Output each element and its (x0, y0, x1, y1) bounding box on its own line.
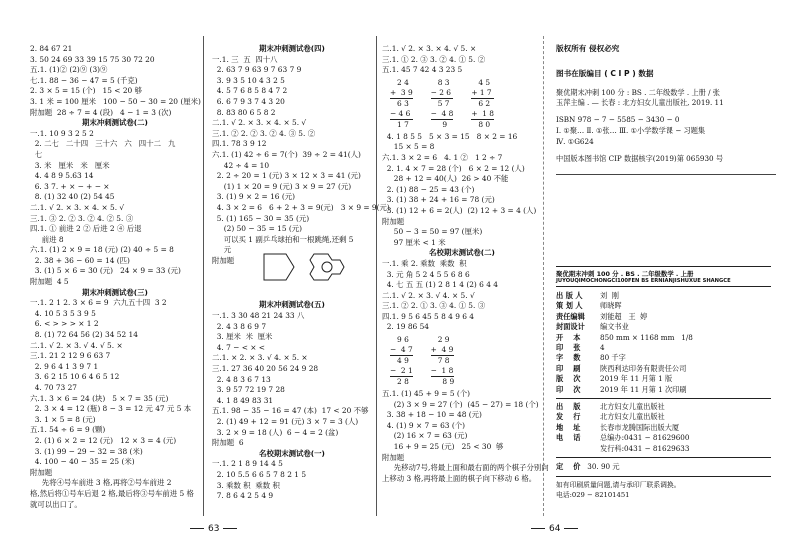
answer-line: 4. (1) 9 × 7 = 63 (个) (382, 420, 466, 430)
answer-line: 4. 7 − < × < (212, 342, 265, 352)
calc-line: − 2 1 (390, 366, 413, 376)
answer-line: 2. 19 86 54 (382, 322, 430, 332)
book-pinyin: JUYOUQIMOCHONGCI100FEN BS ERNIANJISHUXUE SHANGCE (556, 278, 731, 284)
column-divider (203, 36, 204, 516)
publication-value: 师晓晖 (600, 301, 622, 311)
answer-line: 附加题 6 (212, 438, 244, 448)
publication-value: 北方妇女儿童出版社 (600, 402, 665, 412)
book-title: 聚优期末冲刺 100 分 . BS . 二年级数学 . 上册 (556, 270, 694, 278)
answer-line: 二.1. × 2. × 3. √ 4. × 5. × (212, 353, 308, 363)
publication-key: 开 本 (556, 332, 581, 342)
answer-line: 五.1. 45 7 42 4 3 23 5 (382, 65, 463, 75)
answer-line: 4. 4 8 9 5.63 14 (30, 171, 94, 181)
answer-line: 一.1. 2 1 2. 3 × 6 = 9 六九五十四 3 2 (30, 298, 167, 308)
answer-line: 6. 6 7 9 3 7 4 3 20 (212, 96, 285, 106)
section-title: 期末冲刺测试卷(三) (82, 287, 148, 297)
answer-line: 16 + 9 = 25 (元) 25 < 30 够 (382, 442, 504, 452)
publication-value: 80 千字 (600, 353, 626, 363)
answer-line: 附加题 (212, 255, 235, 265)
answer-line: 六.1. (1) 42 ÷ 6 = 7(个) 39 ÷ 2 = 41(人) (212, 149, 361, 159)
answer-line: 七 (30, 149, 43, 159)
answer-line: 4. 100 − 40 − 35 = 25 (米) (30, 457, 135, 467)
answer-line: 一.1. 2 1 8 9 14 4 5 (212, 459, 283, 469)
calc-line: 4 5 (471, 77, 491, 87)
section-title: 名校期末测试卷(一) (259, 448, 325, 458)
answer-line: 2. 3 × 5 = 15 (个) 15 < 20 够 (30, 86, 142, 96)
page-number-right-text: 64 (549, 524, 561, 534)
cip-line: 聚优期末冲刺 100 分 : BS . 二年级数学 . 上册 / 张 (556, 87, 720, 97)
answer-line: 4. 七 五 五 (1) 2 8 1 4 (2) 6 4 4 (382, 280, 498, 290)
price-label: 定 价 (556, 462, 581, 472)
publication-key: 出 版 (556, 402, 581, 412)
answer-line: 一.1. 乘 2. 乘数 乘数 积 (382, 258, 467, 268)
cip-line: Ⅰ. ①聚… Ⅱ. ①张… Ⅲ. ①小学数学课 − 习题集 (556, 125, 706, 135)
answer-line: 二.1. √ 2. × 3. √ 4. √ 5. × (30, 340, 123, 350)
publication-value: 刘能超 王 婷 (600, 311, 648, 321)
section-title: 期末冲刺测试卷(二) (82, 118, 148, 128)
answer-line: (2) 50 − 35 = 15 (元) (212, 224, 303, 234)
answer-line: (2) 16 × 7 = 63 (元) (382, 431, 468, 441)
answer-line: 3. 38 + 18 − 10 = 48 (元) (382, 410, 482, 420)
answer-line: 三.1. 27 36 40 20 56 24 9 28 (212, 364, 319, 374)
answer-line: 4. 70 73 27 (30, 383, 78, 392)
answer-line: 2. 4 3 8 6 9 7 (212, 321, 267, 331)
answer-line: 五.1. 98 − 35 − 16 = 47 (本) 17 < 20 不够 (212, 406, 369, 416)
answer-line: 2. 63 7 9 63 9 7 63 7 9 (212, 65, 302, 75)
publication-value: 4 (600, 343, 605, 353)
publication-row (556, 291, 771, 301)
footer-line: 电话:029 − 82101451 (556, 491, 630, 500)
answer-line: 2. 84 67 21 (30, 44, 73, 53)
calc-line: 6 3 (390, 98, 409, 108)
publication-value: 长春市龙腾国际出版大厦 (600, 422, 680, 432)
publication-row (556, 444, 771, 454)
publication-value: 2019 年 11 月第 1 版 (600, 374, 673, 384)
calc-line: − 4 8 (430, 108, 454, 118)
answer-line: 4. 3 × 2 = 6 6 + 2 + 3 = 9(元) 3 × 9 = 9(元) (212, 202, 390, 212)
answer-line: 28 + 12 = 40(人) 26 > 40 不能 (382, 174, 509, 184)
answer-line: 8. (1) 72 64 56 (2) 34 52 14 (30, 330, 138, 340)
answer-line: 3. 1 × 5 = 8 (元) (30, 414, 96, 424)
answer-line: 2. (1) 88 − 25 = 43 (个) (382, 184, 475, 194)
calc-line: 8 9 (430, 377, 455, 387)
cip-title: 图书在版编目 ( C I P ) 数据 (556, 68, 654, 78)
publication-row (556, 412, 771, 422)
publication-key: 版 次 (556, 374, 581, 384)
publisher-contact (556, 402, 771, 454)
calc-line: 5 7 (430, 98, 450, 108)
answer-line: 三.1. 21 2 12 9 6 63 7 (30, 351, 111, 361)
answer-line: 3. 9 57 72 19 7 28 (212, 385, 285, 395)
publication-key: 电 话 (556, 433, 581, 443)
answer-line: 3. 厘米 米 厘米 (212, 332, 273, 342)
publication-value: 850 mm × 1168 mm 1/8 (600, 332, 693, 342)
calc-line: + 3 9 (390, 87, 413, 97)
footer-line: 如有印刷质量问题,请与承印厂联系调换。 (556, 481, 681, 490)
vertical-calc (390, 78, 413, 130)
publication-key: 地 址 (556, 422, 581, 432)
answer-line: 一.1. 10 9 3 2 5 2 (30, 128, 94, 138)
answer-note: 格,然后将①号车后退 2 格,最后将③号车前进 5 格 (30, 488, 194, 498)
publication-key: 字 数 (556, 353, 581, 363)
answer-line: 8. 83 80 6 5 8 2 (212, 107, 276, 117)
section-title: 期末冲刺测试卷(四) (259, 44, 325, 53)
answer-line: 50 − 3 = 50 = 97 (厘米) (382, 227, 483, 237)
answer-line: 四.1. 9 5 6 45 5 8 4 9 6 4 (382, 311, 475, 321)
cip-block (556, 88, 776, 165)
answer-line: 三.1. ① 2. ③ 3. ② 4. ① 5. ② (382, 54, 486, 64)
answer-line: 2. (1) 6 × 2 = 12 (元) 12 × 3 = 4 (元) (30, 435, 177, 445)
answer-line: 4. 5 7 6 8 5 8 4 7 2 (212, 86, 288, 96)
calc-line: 2 4 (390, 77, 409, 87)
answer-line: 4. 10 5 3 5 3 9 5 (30, 308, 96, 318)
publication-value: 发行科:0431 − 81629633 (600, 443, 690, 453)
cip-line: ISBN 978 − 7 − 5585 − 3430 − 0 (556, 115, 680, 125)
publication-row (556, 333, 771, 343)
calc-line: 7 8 (430, 356, 450, 366)
print-footer (556, 480, 771, 500)
answer-column-1 (30, 44, 200, 510)
answer-line: 附加题 (382, 452, 405, 462)
cip-line: 中国版本图书馆 CIP 数据核字(2019)第 065930 号 (556, 153, 724, 163)
answer-line: 三.1. ② 2. ① 3. ③ 4. ① 5. ③ (382, 301, 486, 311)
answer-line: 4. 1 8 49 83 31 (212, 395, 274, 405)
publication-key: 责任编辑 (556, 311, 585, 321)
publication-value: 北方妇女儿童出版社 (600, 412, 665, 422)
cip-line: 玉萍主编 . — 长春 : 北方妇女儿童出版社, 2019. 11 (556, 98, 724, 108)
answer-line: 97 厘米 < 1 米 (382, 237, 446, 247)
price-row (556, 461, 771, 473)
vertical-calc-row (390, 335, 542, 387)
publication-details (556, 291, 771, 395)
calc-line: 6 2 (471, 98, 491, 108)
publication-row (556, 402, 771, 412)
answer-line: 附加题 (382, 216, 405, 226)
calc-line: 2 8 (390, 377, 409, 387)
answer-line: 附加题 4 5 (30, 277, 69, 287)
vertical-calc (431, 335, 455, 387)
answer-line: 六.1. (1) 2 × 9 = 18 (元) (2) 40 ÷ 5 = 8 (30, 245, 174, 255)
answer-note: 上移动 3 格,再将最上面的棋子向下移动 6 格。 (382, 473, 537, 483)
calc-line: + 1 7 (471, 88, 494, 99)
publication-row (556, 385, 771, 395)
calc-line: 9 (430, 119, 448, 129)
answer-line: 6. < > > > × 1 2 (30, 319, 99, 329)
publication-value: 2019 年 11 月第 1 次印刷 (600, 384, 687, 394)
publication-key: 封面设计 (556, 322, 585, 332)
calc-line: 9 6 (390, 335, 409, 345)
publication-key: 发 行 (556, 412, 581, 422)
answer-line: 四.1. 78 3 9 12 (212, 139, 267, 149)
vertical-calc (471, 78, 494, 130)
answer-line: 3. 2 × 9 = 18 (人) 6 − 4 = 2 (盆) (212, 427, 339, 437)
answer-line: 3. (1) 9 × 2 = 16 (元) (212, 192, 296, 202)
answer-line: 2. 4 8 3 6 7 13 (212, 374, 271, 384)
answer-figure (262, 250, 352, 284)
answer-line: 2. 38 + 36 − 60 = 14 (匹) (30, 255, 130, 265)
answer-line: 二.1. √ 2. × 3. × 4. × 5. √ (212, 118, 307, 128)
answer-line: 2. 10 5.5 6 6 5 7 8 2 1 5 (212, 469, 307, 479)
rights-notice: 版权所有 侵权必究 (556, 44, 620, 53)
vertical-calc (431, 78, 454, 130)
answer-line: 六.1. 3 × 2 = 6 4. 1 ② 1 2 ÷ 7 (382, 152, 503, 162)
answer-line: 2. 9 6 4 1 3 9 7 1 (30, 361, 99, 371)
answer-line: 五.1. 54 ÷ 6 = 9 (颗) (30, 425, 106, 435)
answer-line: 三.1. ② 2. ② 3. ② 4. ③ 5. ② (212, 128, 316, 138)
answer-line: 3. 元 角 5 2 4 5 5 6 8 6 (382, 269, 470, 279)
answer-note: 就可以出口了。 (30, 499, 82, 509)
answer-line: 五.1. (1) 45 + 9 = 5 (个) (382, 389, 471, 399)
answer-line: 前进 8 (30, 234, 64, 244)
answer-line: 3. 米 厘米 米 厘米 (30, 160, 110, 170)
answer-line: 六.1. 3 × 6 = 24 (块) 5 × 7 = 35 (元) (30, 393, 169, 403)
publication-row (556, 364, 771, 374)
calc-line: + 1 8 (471, 108, 494, 118)
answer-line: (1) 1 × 20 = 9 (元) 3 × 9 = 27 (元) (212, 181, 352, 191)
publication-key: 印 张 (556, 343, 581, 353)
price-value: 30. 90 元 (587, 462, 620, 472)
publication-row (556, 343, 771, 353)
answer-line: 2. 二七 二十四 三十六 六 四十二 九 (30, 139, 176, 149)
answer-line: (2) 3 × 9 = 27 (个) (45 − 27) = 18 (个) (382, 399, 539, 409)
vertical-calc (390, 335, 413, 387)
answer-line: 七.1. 88 − 36 − 47 = 5 (千克) (30, 75, 138, 85)
publication-row (556, 312, 771, 322)
answer-line: 一.1. 3 30 48 21 24 33 八 (212, 311, 305, 321)
publication-value: 刘 刚 (600, 291, 619, 300)
answer-line: 15 × 5 = 8 (382, 142, 435, 152)
answer-line: 6. 3 7. + × − + − × (30, 181, 110, 191)
answer-line: 2. 2 ÷ 20 = 1 (元) 3 × 12 × 3 = 41 (元) (212, 171, 361, 181)
calc-line: − 1 8 (430, 366, 454, 376)
answer-line: 3. 1 米 = 100 厘米 100 − 50 − 30 = 20 (厘米) (30, 96, 201, 106)
answer-line: 2. (1) 49 + 12 = 91 (元) 3 × 7 = 3 (人) (212, 417, 359, 426)
publication-value: 总编办:0431 − 81629600 (600, 433, 690, 443)
page-number-left-text: 63 (208, 524, 220, 534)
answer-line: 一.1. 三 五 四十八 (212, 54, 278, 64)
answer-line: 3. 50 24 69 33 39 15 75 30 72 20 (30, 54, 155, 64)
answer-line: 8. (1) 32 40 (2) 54 45 (30, 192, 115, 202)
calc-line: − 2 6 (431, 88, 454, 99)
publication-value: 陕西利达印务有限责任公司 (600, 363, 687, 373)
answer-line: 2. 1. 4 × 7 = 28 (个) 6 × 2 = 12 (人) (382, 163, 525, 173)
answer-line: 4. 1 8 5 5 5 × 3 = 15 8 × 2 = 16 (382, 131, 518, 141)
publication-row (556, 301, 771, 311)
page-number-right (527, 524, 582, 534)
calc-line: − 4 7 (390, 345, 413, 355)
answer-line: 2. 3 × 4 = 12 (瓶) 8 − 3 = 12 元 47 元 5 本 (30, 404, 192, 414)
publication-row (556, 433, 771, 443)
answer-line: 3. (1) 38 + 24 + 16 = 78 (元) (382, 195, 495, 205)
publication-key: 印 刷 (556, 363, 581, 373)
answer-line: 可以买 1 副乒乓球拍和一根跳绳,还剩 5 (212, 234, 354, 244)
calc-line: + 4 9 (430, 345, 454, 355)
calc-line: 4 9 (390, 356, 409, 366)
publication-value: 编文书业 (600, 322, 629, 332)
calc-line: 1 7 (390, 119, 409, 129)
column-divider (376, 36, 377, 516)
answer-note: 先移动7号,将最上面和最右面的两个棋子分别向 (382, 463, 549, 473)
answer-line: 附加题 28 ÷ 7 = 4 (段) 4 − 1 = 3 (次) (30, 107, 172, 117)
publication-key: 策 划 人 (556, 301, 583, 311)
answer-line: 二.1. √ 2. × 3. × 4. √ 5. × (382, 44, 477, 53)
cip-line: Ⅳ. ①G624 (556, 136, 594, 146)
page-number-left (186, 524, 241, 534)
section-title: 名校期末测试卷(二) (429, 248, 495, 258)
copyright-column (556, 44, 776, 185)
answer-line: 三.1. ③ 2. ② 3. ② 4. ② 5. ③ (30, 213, 134, 223)
publication-key: 出 版 人 (556, 291, 583, 300)
calc-line: − 4 6 (390, 109, 413, 120)
calc-line: 8 3 (430, 77, 450, 87)
book-info-box (556, 266, 771, 544)
publication-row (556, 322, 771, 332)
answer-line: 元 (212, 245, 232, 255)
vertical-calc-row (390, 78, 542, 130)
calc-line: 2 9 (430, 335, 450, 345)
section-title: 期末冲刺测试卷(五) (259, 300, 325, 310)
answer-line: 3. (1) 12 + 6 = 2(人) (2) 12 + 3 = 4 (人) (382, 205, 537, 215)
answer-line: 5. (1) 165 − 30 = 35 (元) (212, 213, 310, 223)
answer-line: 3. 6 2 15 10 6 4 6 5 12 (30, 372, 120, 382)
answer-line: 3. (1) 5 × 6 = 30 (元) 24 × 9 = 33 (元) (30, 266, 181, 276)
publication-key: 印 次 (556, 384, 581, 394)
answer-line: 7. 8 6 4 2 5 4 9 (212, 491, 274, 501)
answer-note: 先将④号车前进 3 格,再将②号车前进 2 (30, 478, 172, 488)
publication-row (556, 423, 771, 433)
answer-line: 42 ÷ 4 = 10 (212, 160, 270, 170)
answer-line: 四.1. ① 前进 2 ② 后进 2 ④ 后退 (30, 224, 142, 234)
calc-line: 8 0 (471, 119, 491, 129)
publication-row (556, 353, 771, 363)
answer-line: 五.1. (1)② (2)⑨ (3)⑨ (30, 65, 108, 75)
center-divider (543, 36, 544, 516)
answer-line: 3. (1) 99 − 29 − 32 = 38 (米) (30, 446, 143, 456)
answer-line: 3. 9 3 5 10 4 3 2 5 (212, 75, 285, 85)
answer-line: 二.1. √ 2. × 3. √ 4. × 5. √ (382, 290, 475, 300)
answer-line: 二.1. √ 2. × 3. × 4. × 5. √ (30, 202, 125, 212)
publication-row (556, 374, 771, 384)
answer-line: 附加题 (30, 467, 53, 477)
answer-line: 3. 乘数 积 乘数 积 (212, 480, 280, 490)
answer-column-3 (382, 44, 549, 484)
